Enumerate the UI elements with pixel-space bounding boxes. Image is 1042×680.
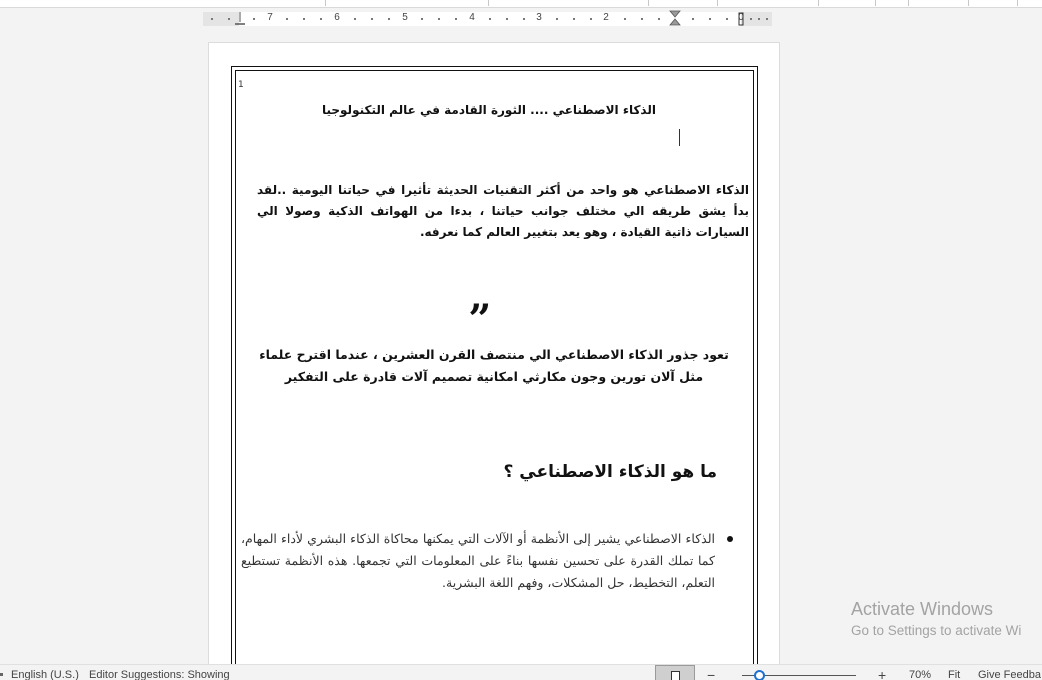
ruler-tick — [253, 18, 255, 20]
language-status[interactable]: English (U.S.) — [11, 669, 79, 680]
ruler-tick — [624, 18, 626, 20]
ruler-tick — [766, 18, 768, 20]
ruler-tick — [758, 18, 760, 20]
ruler-tick — [709, 18, 711, 20]
right-indent-marker[interactable] — [736, 10, 746, 28]
ruler-number: 6 — [334, 12, 340, 23]
ruler-tick — [573, 18, 575, 20]
ribbon-separator — [717, 0, 718, 6]
document-title[interactable]: الذكاء الاصطناعي .... الثورة القادمة في عالم التكنولوجيا — [321, 103, 656, 117]
ruler-tick — [286, 18, 288, 20]
print-layout-button[interactable] — [655, 665, 695, 680]
left-indent-marker[interactable] — [234, 10, 246, 28]
ribbon-separator — [875, 0, 876, 6]
zoom-out-button[interactable]: − — [707, 667, 716, 680]
ruler-number: 0 — [738, 12, 744, 23]
document-page[interactable] — [208, 42, 780, 680]
ruler-tick — [658, 18, 660, 20]
ruler-number: 2 — [603, 12, 609, 23]
activate-windows-title: Activate Windows — [851, 599, 994, 619]
list-item-text: الذكاء الاصطناعي يشير إلى الأنظمة أو الآلات التي يمكنها محاكاة الذكاء البشري لأداء المهام، كما تملك القدرة على تحسين نفسها بناءً على المعلومات التي تجمعها. هذه الأنظمة تستطيع التعلم، التخطيط، حل المشكلات، وفهم اللغة البشرية. — [241, 531, 715, 590]
ribbon-separator — [648, 0, 649, 6]
text-cursor — [679, 129, 680, 146]
ribbon-separator — [1017, 0, 1018, 6]
page-number: 1 — [238, 80, 244, 90]
ruler-number: 3 — [536, 12, 542, 23]
intro-paragraph[interactable]: الذكاء الاصطناعي هو واحد من أكثر التقنيات الحديثة تأثيرا في حياتنا اليومية ..لقد بدأ يشق طريقه الي مختلف جوانب حياتنا ، بدءا من الهواتف الذكية وصولا الي السيارات ذاتية القيادة ، وهو يعد بتغيير العالم كما نعرفه. — [257, 183, 749, 239]
editor-suggestions-status[interactable]: Editor Suggestions: Showing — [89, 669, 230, 680]
status-dot-icon — [0, 673, 3, 676]
ribbon-bottom-edge — [0, 0, 1042, 8]
zoom-level[interactable]: 70% — [909, 669, 932, 680]
ruler-tick — [228, 18, 230, 20]
section-heading[interactable]: ما هو الذكاء الاصطناعي ؟ — [503, 462, 717, 482]
ruler-tick — [421, 18, 423, 20]
ribbon-separator — [968, 0, 969, 6]
status-bar — [0, 664, 1042, 680]
ruler-tick — [750, 18, 752, 20]
ruler-number: 4 — [469, 12, 475, 23]
ruler-tick — [320, 18, 322, 20]
zoom-in-button[interactable]: + — [878, 667, 887, 680]
list-item[interactable] — [241, 528, 733, 594]
ruler-tick — [489, 18, 491, 20]
ruler-number: 5 — [402, 12, 408, 23]
bullet-icon — [727, 536, 733, 542]
ribbon-separator — [818, 0, 819, 6]
quote-mark-icon: „ — [469, 273, 493, 320]
ruler-tick — [506, 18, 508, 20]
ribbon-separator — [325, 0, 326, 6]
ruler-tick — [692, 18, 694, 20]
fit-button[interactable]: Fit — [948, 669, 961, 680]
ruler-number: 7 — [267, 12, 273, 23]
ruler-tick — [438, 18, 440, 20]
bullet-list — [241, 528, 733, 594]
activate-windows-subtitle: Go to Settings to activate Wi — [851, 623, 1022, 638]
horizontal-ruler[interactable] — [0, 8, 1042, 30]
ruler-tick — [590, 18, 592, 20]
ruler-tick — [523, 18, 525, 20]
ribbon-separator — [488, 0, 489, 6]
first-line-indent-marker[interactable] — [668, 10, 682, 28]
give-feedback-button[interactable]: Give Feedba — [978, 669, 1041, 680]
history-paragraph[interactable]: تعود جذور الذكاء الاصطناعي الي منتصف القرن العشرين ، عندما اقترح علماء مثل آلان تورين وجون مكارثي امكانية تصميم آلات قادرة على التفكير — [259, 347, 729, 384]
page-view-icon — [671, 671, 680, 680]
ribbon-separator — [908, 0, 909, 6]
ruler-tick — [354, 18, 356, 20]
ruler-tick — [556, 18, 558, 20]
ruler-tick — [303, 18, 305, 20]
ruler-tick — [371, 18, 373, 20]
ruler-tick — [726, 18, 728, 20]
ruler-tick — [641, 18, 643, 20]
zoom-slider-thumb[interactable] — [754, 670, 765, 680]
activate-windows-notice — [851, 598, 1021, 640]
ruler-tick — [211, 18, 213, 20]
ruler-tick — [388, 18, 390, 20]
ruler-tick — [455, 18, 457, 20]
